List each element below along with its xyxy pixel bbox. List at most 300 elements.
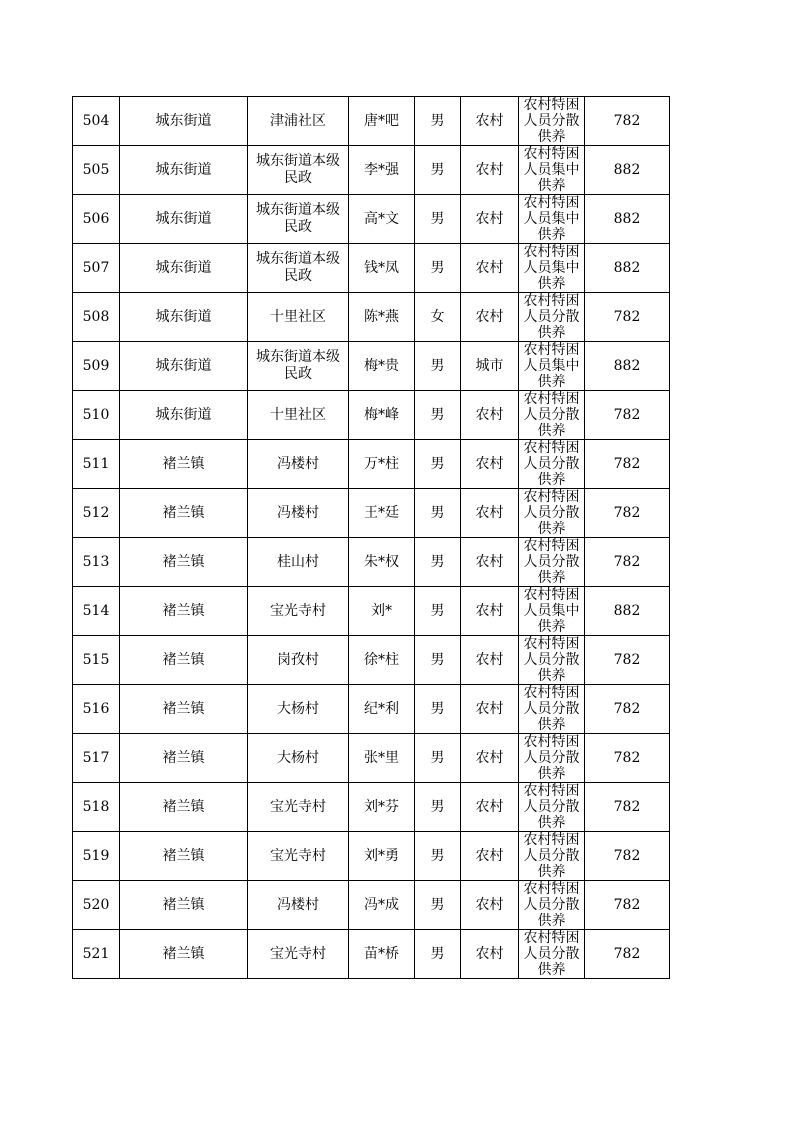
cell-gender	[415, 97, 461, 146]
cell-amount	[585, 636, 670, 685]
cell-village-text: 冯楼村	[277, 504, 319, 521]
cell-village-text: 城东街道本级民政	[256, 153, 340, 186]
cell-support-type	[519, 195, 585, 244]
cell-number-text: 506	[82, 210, 110, 227]
cell-area-text: 农村	[475, 259, 504, 276]
cell-name-text: 刘*芬	[364, 798, 399, 815]
cell-amount	[585, 685, 670, 734]
cell-name-text: 王*廷	[364, 504, 399, 521]
cell-gender	[415, 636, 461, 685]
cell-support-type-text: 农村特困人员分散供养	[523, 489, 580, 537]
cell-amount	[585, 489, 670, 538]
cell-town	[120, 832, 248, 881]
cell-area	[461, 342, 519, 391]
cell-gender-text: 男	[430, 700, 445, 717]
table-row	[73, 685, 670, 734]
cell-area	[461, 146, 519, 195]
cell-name	[349, 97, 415, 146]
cell-number	[73, 97, 120, 146]
cell-area	[461, 391, 519, 440]
cell-village	[248, 538, 349, 587]
cell-number	[73, 342, 120, 391]
cell-village-text: 大杨村	[277, 700, 319, 717]
cell-gender	[415, 342, 461, 391]
cell-village	[248, 587, 349, 636]
cell-town-text: 褚兰镇	[162, 602, 205, 619]
cell-amount	[585, 440, 670, 489]
cell-town	[120, 930, 248, 979]
cell-amount	[585, 881, 670, 930]
cell-support-type-text: 农村特困人员集中供养	[523, 342, 580, 390]
cell-area-text: 农村	[475, 504, 504, 521]
cell-amount	[585, 97, 670, 146]
cell-amount	[585, 293, 670, 342]
cell-gender	[415, 244, 461, 293]
table-row	[73, 783, 670, 832]
cell-support-type-text: 农村特困人员分散供养	[523, 293, 580, 341]
cell-name	[349, 440, 415, 489]
cell-support-type	[519, 342, 585, 391]
cell-town	[120, 881, 248, 930]
cell-number-text: 512	[82, 504, 110, 521]
cell-amount-text: 782	[613, 553, 641, 570]
cell-name-text: 徐*柱	[364, 651, 399, 668]
cell-name-text: 钱*凤	[364, 259, 399, 276]
cell-number-text: 514	[82, 602, 110, 619]
cell-amount-text: 782	[613, 700, 641, 717]
cell-gender-text: 男	[430, 749, 445, 766]
cell-area-text: 农村	[475, 749, 504, 766]
cell-town-text: 城东街道	[155, 308, 212, 325]
cell-number	[73, 489, 120, 538]
cell-gender-text: 男	[430, 553, 445, 570]
cell-village-text: 宝光寺村	[270, 847, 326, 864]
cell-number-text: 516	[82, 700, 110, 717]
table-row	[73, 636, 670, 685]
cell-support-type	[519, 734, 585, 783]
cell-support-type-text: 农村特困人员分散供养	[523, 734, 580, 782]
cell-number	[73, 195, 120, 244]
cell-name-text: 刘*勇	[364, 847, 399, 864]
cell-amount-text: 882	[613, 602, 641, 619]
cell-area-text: 农村	[475, 553, 504, 570]
cell-support-type-text: 农村特困人员分散供养	[523, 391, 580, 439]
cell-gender	[415, 783, 461, 832]
cell-amount-text: 882	[613, 210, 641, 227]
cell-name	[349, 734, 415, 783]
cell-gender-text: 男	[430, 896, 445, 913]
cell-name-text: 万*柱	[364, 455, 399, 472]
cell-village-text: 岗孜村	[277, 651, 319, 668]
cell-town	[120, 293, 248, 342]
cell-amount-text: 782	[613, 749, 641, 766]
table-row	[73, 930, 670, 979]
cell-village	[248, 97, 349, 146]
cell-gender-text: 男	[430, 651, 445, 668]
cell-gender	[415, 195, 461, 244]
cell-area-text: 农村	[475, 700, 504, 717]
cell-area	[461, 538, 519, 587]
cell-amount-text: 782	[613, 406, 641, 423]
cell-gender	[415, 440, 461, 489]
cell-support-type	[519, 881, 585, 930]
cell-number-text: 520	[82, 896, 110, 913]
cell-number-text: 505	[82, 161, 110, 178]
cell-number-text: 504	[82, 112, 110, 129]
cell-number	[73, 636, 120, 685]
cell-area-text: 农村	[475, 945, 504, 962]
cell-number	[73, 930, 120, 979]
cell-number	[73, 685, 120, 734]
cell-amount-text: 882	[613, 357, 641, 374]
cell-amount	[585, 930, 670, 979]
table-row	[73, 881, 670, 930]
cell-town	[120, 244, 248, 293]
cell-village	[248, 244, 349, 293]
cell-gender-text: 男	[430, 504, 445, 521]
cell-support-type	[519, 930, 585, 979]
cell-amount-text: 782	[613, 651, 641, 668]
cell-name	[349, 685, 415, 734]
cell-amount	[585, 538, 670, 587]
cell-name	[349, 244, 415, 293]
cell-area	[461, 587, 519, 636]
cell-name-text: 高*文	[364, 210, 399, 227]
cell-area	[461, 440, 519, 489]
cell-village-text: 大杨村	[277, 749, 319, 766]
cell-gender-text: 男	[430, 847, 445, 864]
cell-gender	[415, 930, 461, 979]
cell-gender	[415, 832, 461, 881]
cell-gender-text: 男	[430, 210, 445, 227]
cell-village	[248, 881, 349, 930]
cell-support-type-text: 农村特困人员分散供养	[523, 685, 580, 733]
cell-gender-text: 男	[430, 112, 445, 129]
cell-number	[73, 391, 120, 440]
cell-number	[73, 293, 120, 342]
cell-number	[73, 783, 120, 832]
cell-town	[120, 391, 248, 440]
table-row	[73, 342, 670, 391]
cell-gender-text: 男	[430, 161, 445, 178]
cell-village	[248, 342, 349, 391]
cell-gender	[415, 734, 461, 783]
cell-town-text: 城东街道	[155, 161, 212, 178]
cell-village-text: 十里社区	[270, 308, 326, 325]
cell-amount	[585, 195, 670, 244]
cell-amount	[585, 244, 670, 293]
cell-amount	[585, 391, 670, 440]
cell-support-type	[519, 783, 585, 832]
cell-support-type	[519, 146, 585, 195]
cell-amount-text: 882	[613, 259, 641, 276]
cell-support-type-text: 农村特困人员分散供养	[523, 636, 580, 684]
cell-area	[461, 636, 519, 685]
cell-amount-text: 782	[613, 847, 641, 864]
cell-area-text: 农村	[475, 308, 504, 325]
cell-support-type-text: 农村特困人员集中供养	[523, 195, 580, 243]
cell-name	[349, 783, 415, 832]
table-row	[73, 489, 670, 538]
cell-name-text: 刘*	[371, 602, 392, 619]
cell-town-text: 城东街道	[155, 259, 212, 276]
cell-support-type-text: 农村特困人员分散供养	[523, 538, 580, 586]
cell-village	[248, 146, 349, 195]
cell-name	[349, 293, 415, 342]
table-row	[73, 587, 670, 636]
cell-amount	[585, 587, 670, 636]
cell-name	[349, 146, 415, 195]
cell-name	[349, 391, 415, 440]
cell-name-text: 梅*贵	[364, 357, 399, 374]
cell-number-text: 511	[82, 455, 110, 472]
cell-village-text: 城东街道本级民政	[256, 349, 340, 382]
cell-gender	[415, 587, 461, 636]
cell-amount	[585, 146, 670, 195]
cell-town-text: 褚兰镇	[162, 504, 205, 521]
cell-amount-text: 782	[613, 896, 641, 913]
cell-support-type	[519, 293, 585, 342]
cell-number-text: 513	[82, 553, 110, 570]
table-body	[73, 97, 670, 979]
cell-support-type	[519, 489, 585, 538]
cell-village	[248, 783, 349, 832]
cell-amount	[585, 832, 670, 881]
cell-village-text: 十里社区	[270, 406, 326, 423]
cell-town	[120, 342, 248, 391]
cell-area-text: 农村	[475, 406, 504, 423]
cell-town	[120, 685, 248, 734]
cell-gender	[415, 881, 461, 930]
cell-number	[73, 538, 120, 587]
cell-gender-text: 男	[430, 259, 445, 276]
cell-town	[120, 195, 248, 244]
cell-area-text: 农村	[475, 210, 504, 227]
cell-support-type	[519, 538, 585, 587]
cell-number	[73, 881, 120, 930]
cell-amount-text: 882	[613, 161, 641, 178]
cell-town	[120, 97, 248, 146]
cell-area-text: 农村	[475, 651, 504, 668]
cell-town	[120, 146, 248, 195]
cell-area-text: 城市	[475, 357, 504, 374]
cell-amount-text: 782	[613, 504, 641, 521]
cell-name	[349, 489, 415, 538]
cell-village-text: 城东街道本级民政	[256, 202, 340, 235]
cell-amount-text: 782	[613, 798, 641, 815]
cell-gender-text: 女	[430, 308, 445, 325]
cell-village	[248, 832, 349, 881]
cell-area-text: 农村	[475, 112, 504, 129]
cell-amount-text: 782	[613, 308, 641, 325]
cell-area	[461, 832, 519, 881]
cell-support-type-text: 农村特困人员集中供养	[523, 244, 580, 292]
cell-number-text: 507	[82, 259, 110, 276]
table-row	[73, 244, 670, 293]
cell-area-text: 农村	[475, 798, 504, 815]
cell-gender	[415, 146, 461, 195]
cell-number	[73, 832, 120, 881]
table-row	[73, 734, 670, 783]
table-row	[73, 538, 670, 587]
cell-village	[248, 391, 349, 440]
cell-gender-text: 男	[430, 455, 445, 472]
cell-support-type-text: 农村特困人员分散供养	[523, 930, 580, 978]
cell-amount	[585, 783, 670, 832]
cell-gender	[415, 685, 461, 734]
cell-town-text: 褚兰镇	[162, 553, 205, 570]
cell-town-text: 城东街道	[155, 357, 212, 374]
records-table	[72, 96, 670, 979]
cell-town-text: 褚兰镇	[162, 945, 205, 962]
cell-number-text: 518	[82, 798, 110, 815]
cell-gender	[415, 489, 461, 538]
cell-number	[73, 734, 120, 783]
cell-area-text: 农村	[475, 896, 504, 913]
cell-village	[248, 195, 349, 244]
cell-area	[461, 97, 519, 146]
cell-name-text: 梅*峰	[364, 406, 399, 423]
cell-name	[349, 538, 415, 587]
cell-gender-text: 男	[430, 357, 445, 374]
cell-village	[248, 636, 349, 685]
cell-area-text: 农村	[475, 847, 504, 864]
cell-town	[120, 783, 248, 832]
cell-area	[461, 489, 519, 538]
cell-support-type	[519, 587, 585, 636]
cell-village	[248, 293, 349, 342]
cell-number-text: 519	[82, 847, 110, 864]
cell-village-text: 冯楼村	[277, 455, 319, 472]
cell-name-text: 纪*利	[364, 700, 399, 717]
cell-support-type-text: 农村特困人员集中供养	[523, 146, 580, 194]
cell-number	[73, 244, 120, 293]
cell-area	[461, 685, 519, 734]
cell-number	[73, 146, 120, 195]
cell-name-text: 李*强	[364, 161, 399, 178]
cell-town-text: 褚兰镇	[162, 896, 205, 913]
cell-name	[349, 342, 415, 391]
cell-support-type	[519, 244, 585, 293]
cell-town-text: 褚兰镇	[162, 798, 205, 815]
cell-amount	[585, 342, 670, 391]
cell-name-text: 唐*吧	[364, 112, 399, 129]
cell-name-text: 冯*成	[364, 896, 399, 913]
cell-number-text: 515	[82, 651, 110, 668]
cell-village-text: 宝光寺村	[270, 602, 326, 619]
cell-town-text: 城东街道	[155, 406, 212, 423]
cell-name	[349, 587, 415, 636]
cell-town-text: 褚兰镇	[162, 651, 205, 668]
table-row	[73, 97, 670, 146]
cell-amount-text: 782	[613, 112, 641, 129]
cell-area	[461, 930, 519, 979]
cell-area	[461, 244, 519, 293]
table-row	[73, 391, 670, 440]
cell-area-text: 农村	[475, 602, 504, 619]
cell-support-type	[519, 636, 585, 685]
cell-area	[461, 881, 519, 930]
cell-number-text: 517	[82, 749, 110, 766]
cell-name	[349, 930, 415, 979]
cell-name-text: 苗*桥	[364, 945, 399, 962]
table-row	[73, 195, 670, 244]
cell-support-type	[519, 97, 585, 146]
cell-amount	[585, 734, 670, 783]
cell-village	[248, 489, 349, 538]
cell-gender-text: 男	[430, 602, 445, 619]
cell-support-type-text: 农村特困人员分散供养	[523, 783, 580, 831]
cell-support-type	[519, 440, 585, 489]
cell-gender-text: 男	[430, 798, 445, 815]
cell-town	[120, 440, 248, 489]
cell-village-text: 宝光寺村	[270, 945, 326, 962]
cell-amount-text: 782	[613, 455, 641, 472]
cell-name	[349, 195, 415, 244]
cell-support-type-text: 农村特困人员集中供养	[523, 587, 580, 635]
table-row	[73, 146, 670, 195]
cell-village-text: 津浦社区	[270, 112, 326, 129]
cell-village	[248, 930, 349, 979]
table-row	[73, 832, 670, 881]
cell-gender-text: 男	[430, 406, 445, 423]
cell-support-type-text: 农村特困人员分散供养	[523, 832, 580, 880]
cell-area	[461, 293, 519, 342]
cell-gender	[415, 391, 461, 440]
cell-support-type-text: 农村特困人员分散供养	[523, 440, 580, 488]
cell-area	[461, 783, 519, 832]
cell-village	[248, 440, 349, 489]
cell-village-text: 城东街道本级民政	[256, 251, 340, 284]
cell-name	[349, 636, 415, 685]
cell-area	[461, 195, 519, 244]
cell-name	[349, 881, 415, 930]
cell-town	[120, 489, 248, 538]
cell-town	[120, 734, 248, 783]
cell-support-type	[519, 391, 585, 440]
cell-support-type	[519, 685, 585, 734]
cell-area-text: 农村	[475, 455, 504, 472]
cell-town	[120, 538, 248, 587]
cell-name-text: 朱*权	[364, 553, 399, 570]
table-row	[73, 293, 670, 342]
cell-gender	[415, 538, 461, 587]
cell-gender-text: 男	[430, 945, 445, 962]
cell-name-text: 陈*燕	[364, 308, 399, 325]
cell-number-text: 521	[82, 945, 110, 962]
cell-area-text: 农村	[475, 161, 504, 178]
cell-support-type-text: 农村特困人员分散供养	[523, 881, 580, 929]
cell-number-text: 508	[82, 308, 110, 325]
cell-name	[349, 832, 415, 881]
cell-village-text: 桂山村	[277, 553, 319, 570]
cell-village	[248, 685, 349, 734]
cell-number-text: 510	[82, 406, 110, 423]
cell-gender	[415, 293, 461, 342]
cell-village	[248, 734, 349, 783]
cell-number	[73, 587, 120, 636]
cell-support-type	[519, 832, 585, 881]
cell-number	[73, 440, 120, 489]
cell-town-text: 城东街道	[155, 210, 212, 227]
cell-amount-text: 782	[613, 945, 641, 962]
cell-support-type-text: 农村特困人员分散供养	[523, 97, 580, 145]
cell-name-text: 张*里	[364, 749, 399, 766]
cell-number-text: 509	[82, 357, 110, 374]
cell-town	[120, 636, 248, 685]
table-row	[73, 440, 670, 489]
cell-town-text: 褚兰镇	[162, 749, 205, 766]
